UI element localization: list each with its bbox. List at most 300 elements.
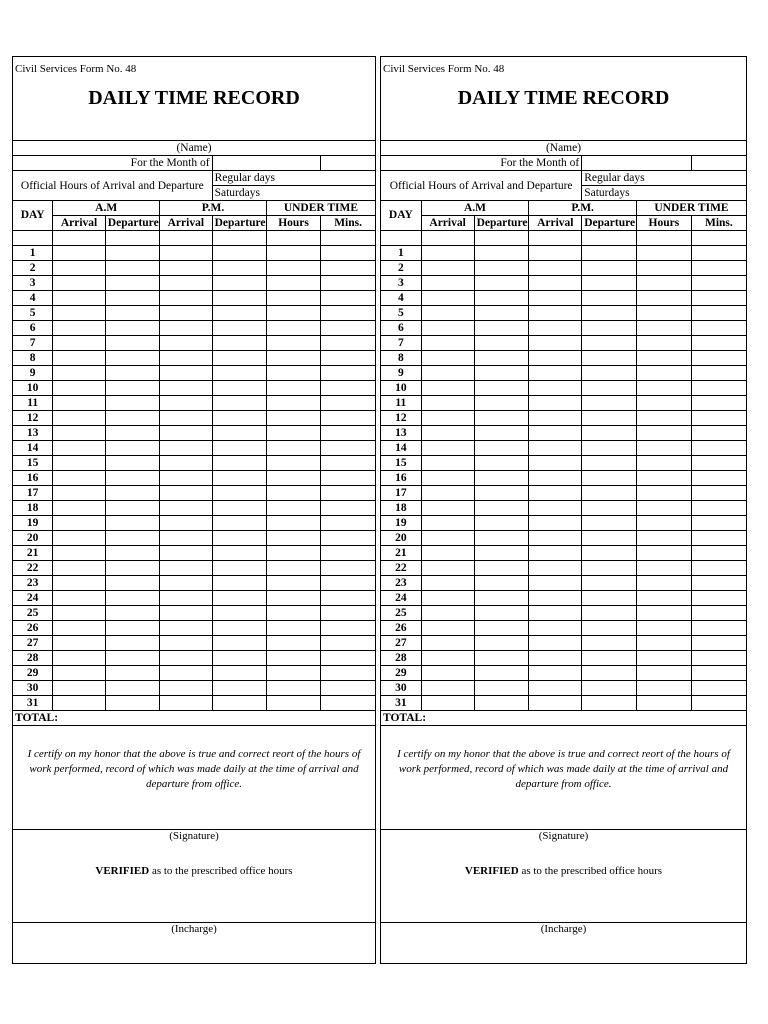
undertime-hours-cell[interactable] — [636, 576, 691, 591]
undertime-hours-cell[interactable] — [266, 441, 320, 456]
am-departure-cell[interactable] — [105, 381, 159, 396]
undertime-hours-cell[interactable] — [636, 471, 691, 486]
am-arrival-cell[interactable] — [421, 291, 474, 306]
am-departure-cell[interactable] — [105, 291, 159, 306]
pm-arrival-cell[interactable] — [529, 576, 582, 591]
pm-departure-cell[interactable] — [582, 426, 637, 441]
undertime-mins-cell[interactable] — [691, 591, 746, 606]
am-departure-cell[interactable] — [474, 381, 529, 396]
pm-arrival-cell[interactable] — [160, 681, 212, 696]
am-departure-cell[interactable] — [474, 636, 529, 651]
am-arrival-cell[interactable] — [53, 306, 105, 321]
undertime-hours-cell[interactable] — [266, 696, 320, 711]
undertime-mins-cell[interactable] — [321, 456, 375, 471]
pm-arrival-cell[interactable] — [160, 246, 212, 261]
undertime-mins-cell[interactable] — [691, 621, 746, 636]
pm-arrival-cell[interactable] — [160, 651, 212, 666]
undertime-mins-cell[interactable] — [321, 366, 375, 381]
pm-departure-cell[interactable] — [212, 621, 266, 636]
am-arrival-cell[interactable] — [53, 291, 105, 306]
pm-arrival-cell[interactable] — [529, 486, 582, 501]
pm-arrival-cell[interactable] — [529, 636, 582, 651]
undertime-mins-cell[interactable] — [691, 561, 746, 576]
undertime-hours-cell[interactable] — [636, 591, 691, 606]
am-departure-cell[interactable] — [105, 441, 159, 456]
undertime-hours-cell[interactable] — [266, 636, 320, 651]
undertime-hours-cell[interactable] — [266, 306, 320, 321]
undertime-hours-cell[interactable] — [636, 681, 691, 696]
pm-departure-cell[interactable] — [212, 531, 266, 546]
am-arrival-cell[interactable] — [421, 351, 474, 366]
undertime-hours-cell[interactable] — [636, 621, 691, 636]
am-arrival-cell[interactable] — [421, 561, 474, 576]
pm-arrival-cell[interactable] — [529, 321, 582, 336]
am-arrival-cell[interactable] — [53, 336, 105, 351]
am-departure-cell[interactable] — [474, 321, 529, 336]
undertime-mins-cell[interactable] — [321, 636, 375, 651]
am-departure-cell[interactable] — [474, 261, 529, 276]
am-arrival-cell[interactable] — [421, 651, 474, 666]
undertime-mins-cell[interactable] — [321, 606, 375, 621]
pm-arrival-cell[interactable] — [160, 501, 212, 516]
pm-arrival-cell[interactable] — [529, 606, 582, 621]
am-arrival-cell[interactable] — [421, 441, 474, 456]
am-arrival-cell[interactable] — [53, 261, 105, 276]
pm-departure-cell[interactable] — [212, 306, 266, 321]
undertime-hours-cell[interactable] — [636, 561, 691, 576]
undertime-hours-cell[interactable] — [636, 336, 691, 351]
am-departure-cell[interactable] — [105, 576, 159, 591]
pm-arrival-cell[interactable] — [529, 426, 582, 441]
am-arrival-cell[interactable] — [53, 591, 105, 606]
pm-departure-cell[interactable] — [212, 441, 266, 456]
pm-arrival-cell[interactable] — [160, 606, 212, 621]
undertime-hours-cell[interactable] — [266, 396, 320, 411]
undertime-hours-cell[interactable] — [266, 336, 320, 351]
pm-arrival-cell[interactable] — [529, 396, 582, 411]
am-arrival-cell[interactable] — [421, 621, 474, 636]
am-arrival-cell[interactable] — [421, 516, 474, 531]
undertime-hours-cell[interactable] — [636, 426, 691, 441]
am-arrival-cell[interactable] — [421, 666, 474, 681]
am-departure-cell[interactable] — [474, 591, 529, 606]
undertime-hours-cell[interactable] — [266, 651, 320, 666]
pm-arrival-cell[interactable] — [160, 351, 212, 366]
pm-arrival-cell[interactable] — [160, 441, 212, 456]
am-arrival-cell[interactable] — [421, 306, 474, 321]
pm-departure-cell[interactable] — [212, 276, 266, 291]
undertime-hours-cell[interactable] — [636, 276, 691, 291]
undertime-hours-cell[interactable] — [266, 591, 320, 606]
am-arrival-cell[interactable] — [53, 681, 105, 696]
undertime-hours-cell[interactable] — [636, 246, 691, 261]
pm-departure-cell[interactable] — [212, 591, 266, 606]
am-arrival-cell[interactable] — [53, 546, 105, 561]
pm-arrival-cell[interactable] — [160, 381, 212, 396]
am-arrival-cell[interactable] — [53, 366, 105, 381]
am-departure-cell[interactable] — [105, 411, 159, 426]
am-arrival-cell[interactable] — [421, 696, 474, 711]
pm-arrival-cell[interactable] — [160, 396, 212, 411]
am-arrival-cell[interactable] — [53, 351, 105, 366]
pm-departure-cell[interactable] — [582, 276, 637, 291]
pm-departure-cell[interactable] — [212, 546, 266, 561]
undertime-mins-cell[interactable] — [321, 561, 375, 576]
undertime-mins-cell[interactable] — [321, 471, 375, 486]
pm-departure-cell[interactable] — [582, 381, 637, 396]
pm-departure-cell[interactable] — [212, 576, 266, 591]
pm-arrival-cell[interactable] — [529, 246, 582, 261]
pm-departure-cell[interactable] — [212, 636, 266, 651]
undertime-hours-cell[interactable] — [636, 486, 691, 501]
pm-arrival-cell[interactable] — [529, 411, 582, 426]
undertime-hours-cell[interactable] — [266, 246, 320, 261]
undertime-mins-cell[interactable] — [321, 411, 375, 426]
am-arrival-cell[interactable] — [421, 606, 474, 621]
pm-departure-cell[interactable] — [582, 696, 637, 711]
undertime-mins-cell[interactable] — [691, 351, 746, 366]
undertime-hours-cell[interactable] — [636, 366, 691, 381]
undertime-mins-cell[interactable] — [321, 261, 375, 276]
undertime-hours-cell[interactable] — [266, 546, 320, 561]
am-departure-cell[interactable] — [105, 486, 159, 501]
am-arrival-cell[interactable] — [53, 666, 105, 681]
am-arrival-cell[interactable] — [53, 486, 105, 501]
pm-arrival-cell[interactable] — [529, 471, 582, 486]
undertime-mins-cell[interactable] — [321, 651, 375, 666]
pm-arrival-cell[interactable] — [529, 681, 582, 696]
undertime-hours-cell[interactable] — [636, 696, 691, 711]
pm-arrival-cell[interactable] — [160, 261, 212, 276]
pm-departure-cell[interactable] — [582, 411, 637, 426]
pm-departure-cell[interactable] — [582, 636, 637, 651]
am-departure-cell[interactable] — [105, 261, 159, 276]
am-arrival-cell[interactable] — [421, 576, 474, 591]
pm-arrival-cell[interactable] — [160, 561, 212, 576]
pm-departure-cell[interactable] — [582, 246, 637, 261]
pm-arrival-cell[interactable] — [160, 336, 212, 351]
am-arrival-cell[interactable] — [53, 696, 105, 711]
undertime-mins-cell[interactable] — [321, 486, 375, 501]
undertime-hours-cell[interactable] — [266, 576, 320, 591]
undertime-mins-cell[interactable] — [691, 606, 746, 621]
am-departure-cell[interactable] — [474, 306, 529, 321]
undertime-mins-cell[interactable] — [321, 246, 375, 261]
pm-arrival-cell[interactable] — [160, 426, 212, 441]
undertime-mins-cell[interactable] — [691, 696, 746, 711]
month-field[interactable] — [212, 156, 321, 171]
am-arrival-cell[interactable] — [421, 366, 474, 381]
pm-departure-cell[interactable] — [212, 291, 266, 306]
am-departure-cell[interactable] — [105, 276, 159, 291]
undertime-mins-cell[interactable] — [691, 336, 746, 351]
am-arrival-cell[interactable] — [53, 441, 105, 456]
am-departure-cell[interactable] — [474, 426, 529, 441]
am-departure-cell[interactable] — [474, 351, 529, 366]
undertime-hours-cell[interactable] — [266, 351, 320, 366]
undertime-hours-cell[interactable] — [266, 516, 320, 531]
undertime-mins-cell[interactable] — [321, 696, 375, 711]
am-departure-cell[interactable] — [474, 531, 529, 546]
am-departure-cell[interactable] — [474, 621, 529, 636]
am-departure-cell[interactable] — [105, 396, 159, 411]
pm-departure-cell[interactable] — [582, 471, 637, 486]
undertime-mins-cell[interactable] — [321, 276, 375, 291]
am-departure-cell[interactable] — [474, 486, 529, 501]
am-arrival-cell[interactable] — [421, 591, 474, 606]
undertime-hours-cell[interactable] — [266, 426, 320, 441]
pm-departure-cell[interactable] — [582, 306, 637, 321]
undertime-mins-cell[interactable] — [691, 276, 746, 291]
undertime-mins-cell[interactable] — [321, 621, 375, 636]
pm-arrival-cell[interactable] — [160, 531, 212, 546]
undertime-hours-cell[interactable] — [266, 456, 320, 471]
undertime-hours-cell[interactable] — [266, 471, 320, 486]
undertime-mins-cell[interactable] — [691, 681, 746, 696]
am-departure-cell[interactable] — [474, 681, 529, 696]
am-arrival-cell[interactable] — [421, 501, 474, 516]
am-arrival-cell[interactable] — [53, 621, 105, 636]
pm-departure-cell[interactable] — [212, 651, 266, 666]
pm-departure-cell[interactable] — [212, 666, 266, 681]
am-departure-cell[interactable] — [474, 291, 529, 306]
pm-departure-cell[interactable] — [212, 396, 266, 411]
am-departure-cell[interactable] — [105, 531, 159, 546]
am-departure-cell[interactable] — [474, 396, 529, 411]
am-departure-cell[interactable] — [105, 651, 159, 666]
pm-arrival-cell[interactable] — [529, 336, 582, 351]
pm-departure-cell[interactable] — [212, 336, 266, 351]
am-departure-cell[interactable] — [474, 666, 529, 681]
pm-arrival-cell[interactable] — [529, 516, 582, 531]
undertime-hours-cell[interactable] — [266, 606, 320, 621]
undertime-mins-cell[interactable] — [691, 456, 746, 471]
am-departure-cell[interactable] — [105, 696, 159, 711]
undertime-hours-cell[interactable] — [266, 321, 320, 336]
am-arrival-cell[interactable] — [53, 456, 105, 471]
am-departure-cell[interactable] — [105, 471, 159, 486]
pm-arrival-cell[interactable] — [529, 546, 582, 561]
undertime-hours-cell[interactable] — [636, 531, 691, 546]
am-arrival-cell[interactable] — [53, 501, 105, 516]
undertime-hours-cell[interactable] — [636, 381, 691, 396]
pm-arrival-cell[interactable] — [160, 621, 212, 636]
undertime-hours-cell[interactable] — [636, 666, 691, 681]
undertime-mins-cell[interactable] — [691, 306, 746, 321]
am-arrival-cell[interactable] — [53, 426, 105, 441]
pm-arrival-cell[interactable] — [160, 411, 212, 426]
undertime-hours-cell[interactable] — [266, 381, 320, 396]
am-departure-cell[interactable] — [474, 561, 529, 576]
pm-departure-cell[interactable] — [582, 576, 637, 591]
am-departure-cell[interactable] — [105, 246, 159, 261]
pm-arrival-cell[interactable] — [529, 666, 582, 681]
undertime-mins-cell[interactable] — [691, 666, 746, 681]
undertime-hours-cell[interactable] — [636, 636, 691, 651]
am-arrival-cell[interactable] — [421, 546, 474, 561]
pm-arrival-cell[interactable] — [529, 591, 582, 606]
pm-departure-cell[interactable] — [212, 261, 266, 276]
am-arrival-cell[interactable] — [53, 396, 105, 411]
pm-departure-cell[interactable] — [582, 561, 637, 576]
undertime-hours-cell[interactable] — [266, 486, 320, 501]
pm-departure-cell[interactable] — [212, 471, 266, 486]
pm-arrival-cell[interactable] — [160, 516, 212, 531]
undertime-mins-cell[interactable] — [321, 351, 375, 366]
am-departure-cell[interactable] — [105, 516, 159, 531]
undertime-mins-cell[interactable] — [321, 306, 375, 321]
undertime-mins-cell[interactable] — [321, 321, 375, 336]
pm-arrival-cell[interactable] — [529, 291, 582, 306]
pm-departure-cell[interactable] — [212, 681, 266, 696]
am-departure-cell[interactable] — [474, 336, 529, 351]
undertime-hours-cell[interactable] — [636, 651, 691, 666]
am-departure-cell[interactable] — [105, 321, 159, 336]
pm-arrival-cell[interactable] — [529, 621, 582, 636]
undertime-mins-cell[interactable] — [321, 336, 375, 351]
pm-departure-cell[interactable] — [582, 366, 637, 381]
am-arrival-cell[interactable] — [421, 411, 474, 426]
undertime-hours-cell[interactable] — [266, 561, 320, 576]
pm-departure-cell[interactable] — [582, 261, 637, 276]
pm-departure-cell[interactable] — [582, 621, 637, 636]
am-arrival-cell[interactable] — [421, 471, 474, 486]
am-departure-cell[interactable] — [105, 681, 159, 696]
am-arrival-cell[interactable] — [53, 411, 105, 426]
undertime-hours-cell[interactable] — [636, 501, 691, 516]
am-departure-cell[interactable] — [474, 651, 529, 666]
undertime-hours-cell[interactable] — [636, 321, 691, 336]
pm-departure-cell[interactable] — [212, 501, 266, 516]
pm-arrival-cell[interactable] — [529, 456, 582, 471]
am-departure-cell[interactable] — [474, 606, 529, 621]
month-field-extra[interactable] — [691, 156, 746, 171]
am-departure-cell[interactable] — [474, 471, 529, 486]
am-arrival-cell[interactable] — [421, 486, 474, 501]
undertime-hours-cell[interactable] — [266, 276, 320, 291]
am-arrival-cell[interactable] — [53, 531, 105, 546]
am-arrival-cell[interactable] — [53, 471, 105, 486]
pm-arrival-cell[interactable] — [160, 576, 212, 591]
am-arrival-cell[interactable] — [421, 261, 474, 276]
pm-arrival-cell[interactable] — [529, 351, 582, 366]
pm-departure-cell[interactable] — [582, 456, 637, 471]
am-arrival-cell[interactable] — [53, 381, 105, 396]
pm-departure-cell[interactable] — [582, 666, 637, 681]
pm-departure-cell[interactable] — [212, 351, 266, 366]
undertime-mins-cell[interactable] — [321, 681, 375, 696]
pm-arrival-cell[interactable] — [529, 261, 582, 276]
undertime-mins-cell[interactable] — [321, 441, 375, 456]
pm-departure-cell[interactable] — [582, 486, 637, 501]
am-departure-cell[interactable] — [105, 336, 159, 351]
am-departure-cell[interactable] — [474, 246, 529, 261]
undertime-mins-cell[interactable] — [691, 396, 746, 411]
month-field[interactable] — [582, 156, 692, 171]
pm-departure-cell[interactable] — [212, 411, 266, 426]
am-arrival-cell[interactable] — [421, 396, 474, 411]
am-departure-cell[interactable] — [474, 411, 529, 426]
am-departure-cell[interactable] — [474, 696, 529, 711]
pm-arrival-cell[interactable] — [529, 306, 582, 321]
undertime-hours-cell[interactable] — [266, 666, 320, 681]
am-departure-cell[interactable] — [105, 501, 159, 516]
pm-departure-cell[interactable] — [582, 291, 637, 306]
undertime-hours-cell[interactable] — [266, 411, 320, 426]
pm-departure-cell[interactable] — [212, 381, 266, 396]
undertime-hours-cell[interactable] — [266, 531, 320, 546]
pm-arrival-cell[interactable] — [160, 666, 212, 681]
undertime-mins-cell[interactable] — [321, 531, 375, 546]
undertime-mins-cell[interactable] — [691, 546, 746, 561]
undertime-mins-cell[interactable] — [691, 651, 746, 666]
undertime-mins-cell[interactable] — [321, 291, 375, 306]
am-arrival-cell[interactable] — [421, 321, 474, 336]
pm-departure-cell[interactable] — [212, 456, 266, 471]
undertime-mins-cell[interactable] — [691, 531, 746, 546]
pm-departure-cell[interactable] — [212, 246, 266, 261]
am-departure-cell[interactable] — [474, 276, 529, 291]
am-departure-cell[interactable] — [105, 591, 159, 606]
pm-arrival-cell[interactable] — [160, 276, 212, 291]
am-arrival-cell[interactable] — [421, 531, 474, 546]
undertime-mins-cell[interactable] — [691, 471, 746, 486]
pm-arrival-cell[interactable] — [160, 591, 212, 606]
undertime-hours-cell[interactable] — [266, 261, 320, 276]
am-departure-cell[interactable] — [105, 621, 159, 636]
undertime-mins-cell[interactable] — [691, 426, 746, 441]
am-arrival-cell[interactable] — [421, 381, 474, 396]
pm-departure-cell[interactable] — [212, 486, 266, 501]
am-departure-cell[interactable] — [105, 606, 159, 621]
am-departure-cell[interactable] — [105, 351, 159, 366]
pm-departure-cell[interactable] — [582, 501, 637, 516]
undertime-hours-cell[interactable] — [636, 441, 691, 456]
pm-departure-cell[interactable] — [212, 696, 266, 711]
undertime-hours-cell[interactable] — [636, 516, 691, 531]
pm-departure-cell[interactable] — [582, 546, 637, 561]
pm-arrival-cell[interactable] — [160, 456, 212, 471]
am-arrival-cell[interactable] — [421, 456, 474, 471]
undertime-hours-cell[interactable] — [636, 351, 691, 366]
am-arrival-cell[interactable] — [53, 576, 105, 591]
undertime-mins-cell[interactable] — [321, 516, 375, 531]
pm-arrival-cell[interactable] — [529, 276, 582, 291]
am-departure-cell[interactable] — [474, 546, 529, 561]
pm-arrival-cell[interactable] — [529, 696, 582, 711]
am-arrival-cell[interactable] — [421, 246, 474, 261]
pm-arrival-cell[interactable] — [160, 696, 212, 711]
pm-departure-cell[interactable] — [582, 516, 637, 531]
pm-arrival-cell[interactable] — [529, 441, 582, 456]
undertime-mins-cell[interactable] — [691, 486, 746, 501]
pm-departure-cell[interactable] — [582, 351, 637, 366]
pm-departure-cell[interactable] — [212, 561, 266, 576]
am-arrival-cell[interactable] — [53, 651, 105, 666]
undertime-hours-cell[interactable] — [636, 306, 691, 321]
am-departure-cell[interactable] — [474, 516, 529, 531]
undertime-mins-cell[interactable] — [691, 381, 746, 396]
am-departure-cell[interactable] — [105, 546, 159, 561]
am-arrival-cell[interactable] — [53, 516, 105, 531]
undertime-hours-cell[interactable] — [636, 456, 691, 471]
pm-arrival-cell[interactable] — [529, 531, 582, 546]
undertime-mins-cell[interactable] — [691, 261, 746, 276]
undertime-mins-cell[interactable] — [321, 501, 375, 516]
pm-departure-cell[interactable] — [582, 606, 637, 621]
undertime-mins-cell[interactable] — [691, 516, 746, 531]
undertime-hours-cell[interactable] — [636, 291, 691, 306]
